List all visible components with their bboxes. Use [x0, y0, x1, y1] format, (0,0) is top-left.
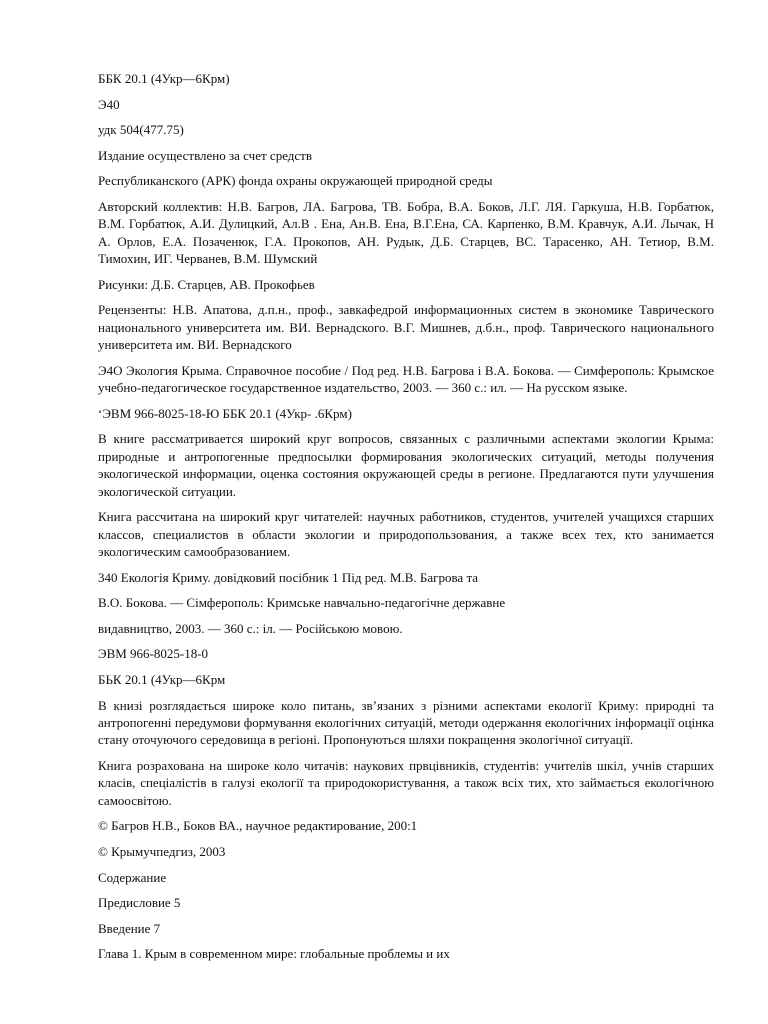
document-paragraph: Авторский коллектив: Н.В. Багров, ЛА. Багрова, ТВ. Бобра, В.А. Боков, Л.Г. ЛЯ. Гаркуша, Н.В. Горбатюк, В.М. Горбатюк, А.И. Дулицкий, Ал.В . Ена, Ан.В. Ена, В.Г.Ена, СА. Карпенко, В.М. Кравчук, А.И. Лычак, Н А. Орлов, Е.А. Позаченюк, Г.А. Прокопов, АН. Рудык, Д.Б. Старцев, ВС. Тарасенко, АН. Тетиор, В.М. Тимохин, ИГ. Черванев, В.М. Шумский [98, 198, 714, 267]
document-paragraph: ББК 20.1 (4Укр—6Крм) [98, 71, 230, 86]
document-paragraph: В.О. Бокова. — Сімферополь: Кримське навчально-педагогічне державне [98, 595, 506, 611]
document-paragraph: Книга рассчитана на широкий круг читателей: научных работников, студентов, учителей учащихся старших классов, специалистов в области экологии и природопользования, а также всех тех, кто занимается экологическим самообразованием. [98, 509, 714, 559]
document-paragraph: Э40 [98, 96, 120, 112]
document-paragraph: В книзі розглядається широке коло питань, зв’язаних з різними аспектами екології Криму: природні та антропогенні передумови формування екологічних ситуацій, методи одержання екологічних інформації оцінка стану оточуючого середовища в регіоні. Пропонуються шляхи покращення экологічної ситуації. [98, 697, 714, 748]
document-paragraph: Республиканского (АРК) фонда охраны окружающей природной среды [98, 173, 493, 189]
document-paragraph: Рисунки: Д.Б. Старцев, АВ. Прокофьев [98, 276, 315, 292]
document-paragraph: Издание осуществлено за счет средств [98, 147, 312, 163]
document-paragraph: В книге рассматривается широкий круг вопросов, связанных с различными аспектами экологии Крыма: природные и антропогенные предпосылки формирования экологических ситуаций, методы получения экологической информации, оценка состояния окружающей среды в регионе. Предлагаются пути улучшения экологической ситуации. [98, 431, 714, 499]
document-paragraph: Э4О Экология Крыма. Справочное пособие / Под ред. Н.В. Багрова і В.А. Бокова. — Симферополь: Крымское учебно-педагогическое государственное издательство, 2003. — 360 с.: ил. — На русском языке. [98, 362, 714, 396]
document-paragraph: Введение 7 [98, 920, 161, 936]
document-paragraph: © Крымучпедгиз, 2003 [98, 843, 226, 859]
document-paragraph: 340 Екологія Криму. довідковий посібник 1 Під ред. М.В. Багрова та [98, 569, 479, 585]
document-paragraph: Рецензенты: Н.В. Апатова, д.п.н., проф., завкафедрой информационных систем в экономике Таврического национального университета им. ВИ. Вернадского. В.Г. Мишнев, д.б.н., проф. Таврического национального университета им. ВИ. Вернадского [98, 302, 714, 353]
document-paragraph: © Багров Н.В., Боков ВА., научное редактирование, 200:1 [98, 818, 418, 834]
document-page [98, 70, 714, 971]
document-paragraph: Глава 1. Крым в современном мире: глобальные проблемы и их [98, 946, 450, 962]
document-paragraph: удк 504(477.75) [98, 122, 184, 138]
document-paragraph: Содержание [98, 869, 167, 885]
document-paragraph: ‘ЭВМ 966-8025-18-Ю ББК 20.1 (4Укр- .6Крм) [98, 405, 352, 421]
document-paragraph: Книга розрахована на широке коло читачів: наукових првцівників, студентів: учителів шкіл, учнів старших класів, спеціалістів в галузі екології та природокористування, а також всіх тих, хто займається екологічною самоосвітою. [98, 757, 714, 808]
document-paragraph: Предисловие 5 [98, 895, 181, 911]
document-paragraph: видавництво, 2003. — 360 с.: іл. — Російською мовою. [98, 620, 403, 636]
document-paragraph: ЭВМ 966-8025-18-0 [98, 646, 209, 662]
document-paragraph: БЬК 20.1 (4Укр—6Крм [98, 671, 226, 687]
